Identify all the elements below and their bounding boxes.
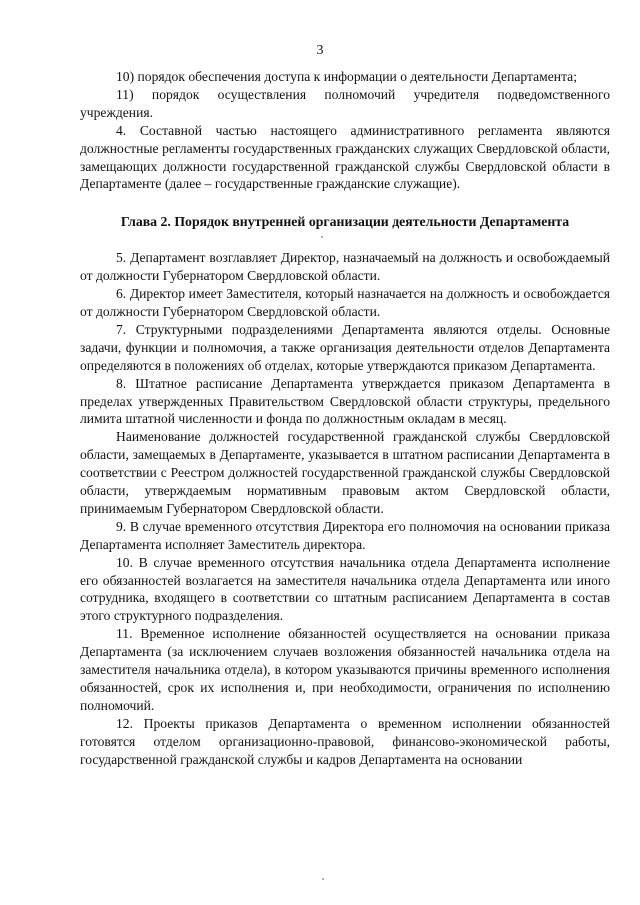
paragraph: 11. Временное исполнение обязанностей осуществляется на основании приказа Департамента (за исключением случаев возложения обязанностей начальника отдела на заместителя начальника отдела), в котором указываются причины временного исполнения обязанностей, срок их исполнения и, при необходимости, ограничения по исполнению полномочий.	[80, 626, 610, 713]
paragraph: 6. Директор имеет Заместителя, который назначается на должность и освобождается от должности Губернатором Свердловской области.	[80, 286, 610, 319]
page-number: 3	[316, 43, 324, 58]
paragraph: 7. Структурными подразделениями Департамента являются отделы. Основные задачи, функции и полномочия, а также организация деятельности отделов Департамента определяются в положениях об отделах, которые утверждаются приказом Департамента.	[80, 321, 610, 373]
paragraph: 12. Проекты приказов Департамента о временном исполнении обязанностей готовятся отделом организационно-правовой, финансово-экономической работы, государственной гражданской службы и кадров Департамента на основании	[80, 715, 610, 767]
paragraph: 8. Штатное расписание Департамента утверждается приказом Департамента в пределах утвержденных Правительством Свердловской области структуры, предельного лимита штатной численности и фонда по должностным окладам в месяц.	[80, 375, 610, 427]
document-body	[80, 68, 610, 769]
scan-speck	[321, 236, 323, 238]
spacer	[80, 231, 610, 249]
paragraph: 5. Департамент возглавляет Директор, назначаемый на должность и освобождаемый от должности Губернатором Свердловской области.	[80, 250, 610, 284]
paragraph: Наименование должностей государственной гражданской службы Свердловской области, замещаемых в Департаменте, указывается в штатном расписании Департамента в соответствии с Реестром должностей государственной гражданской службы Свердловской области, утверждаемым нормативным правовым актом Свердловской области, принимаемым Губернатором Свердловской области.	[80, 429, 610, 516]
paragraph: 4. Составной частью настоящего административного регламента являются должностные регламенты государственных гражданских служащих Свердловской области, замещающих должности государственной гражданской службы Свердловской области в Департаменте (далее – государственные гражданские служащие).	[80, 122, 610, 192]
paragraph: 10) порядок обеспечения доступа к информации о деятельности Департамента;	[116, 69, 577, 84]
spacer	[80, 193, 610, 213]
paragraph: 10. В случае временного отсутствия начальника отдела Департамента исполнение его обязанностей возлагается на заместителя начальника отдела Департамента или иного сотрудника, входящего в соответствии со штатным расписанием Департамента в состав этого структурного подразделения.	[80, 554, 610, 624]
chapter-heading: Глава 2. Порядок внутренней организации деятельности Департамента	[120, 214, 570, 230]
scan-speck	[322, 878, 324, 880]
paragraph: 9. В случае временного отсутствия Директора его полномочия на основании приказа Департамента исполняет Заместитель директора.	[80, 518, 610, 552]
paragraph: 11) порядок осуществления полномочий учредителя подведомственного учреждения.	[80, 86, 610, 120]
